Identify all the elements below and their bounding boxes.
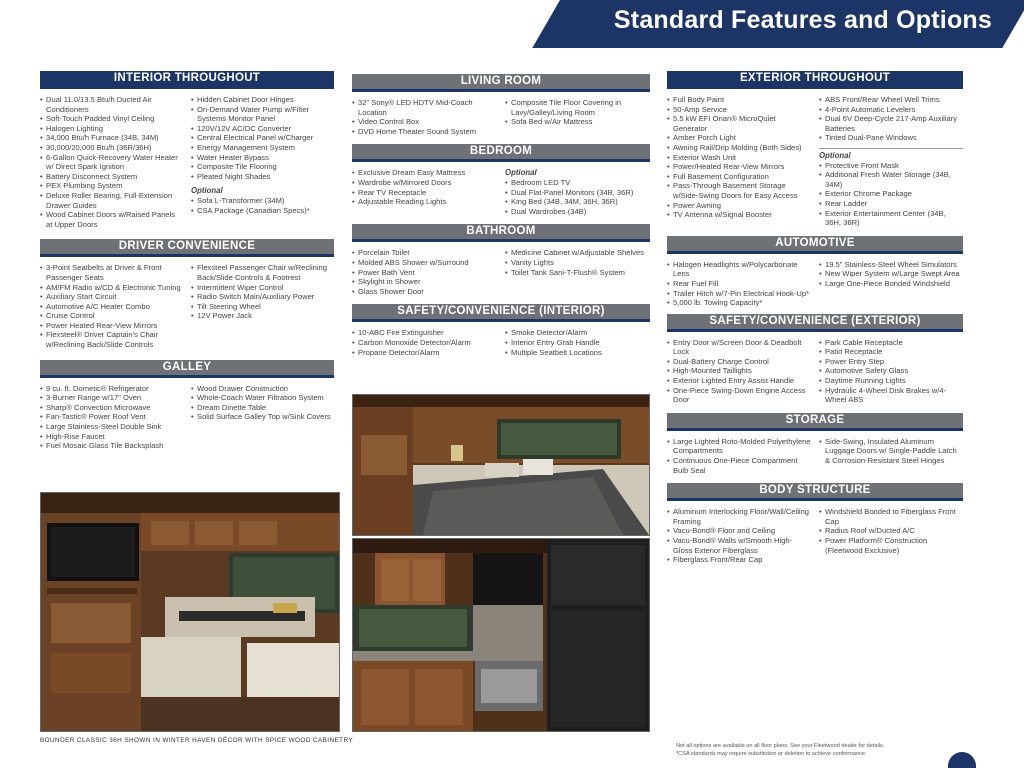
feature-item: • Exterior Chrome Package xyxy=(819,189,963,199)
section-bathroom xyxy=(352,224,650,296)
section-heading: BEDROOM xyxy=(352,144,650,162)
section-bedroom xyxy=(352,144,650,216)
feature-item: • Cruise Control xyxy=(40,311,183,321)
section-heading: EXTERIOR THROUGHOUT xyxy=(667,71,963,89)
feature-item: • Vacu-Bond® Floor and Ceiling xyxy=(667,526,811,536)
feature-item: • Halogen Headlights w/Polycarbonate Lens xyxy=(667,260,811,279)
feature-item: • Radio Switch Main/Auxiliary Power xyxy=(191,292,334,302)
feature-item: • Energy Management System xyxy=(191,143,334,153)
feature-item: • Radius Roof w/Ducted A/C xyxy=(819,526,963,536)
feature-item: • Rear TV Receptacle xyxy=(352,188,497,198)
feature-item: • Vacu-Bond® Walls w/Smooth High-Gloss Exterior Fiberglass xyxy=(667,536,811,555)
section-heading: SAFETY/CONVENIENCE (INTERIOR) xyxy=(352,304,650,322)
feature-item: • Sofa Bed w/Air Mattress xyxy=(505,117,650,127)
feature-item: • Adjustable Reading Lights xyxy=(352,197,497,207)
interior-optional-list xyxy=(191,196,334,215)
feature-item: • 10-ABC Fire Extinguisher xyxy=(352,328,497,338)
section-heading: SAFETY/CONVENIENCE (EXTERIOR) xyxy=(667,314,963,332)
feature-item: • 12V Power Jack xyxy=(191,311,334,321)
safety-int-list-2 xyxy=(505,328,650,357)
section-heading: INTERIOR THROUGHOUT xyxy=(40,71,334,89)
storage-list-2 xyxy=(819,437,963,475)
bathroom-list-2 xyxy=(505,248,650,296)
feature-item: • Power Entry Step xyxy=(819,357,963,367)
section-storage xyxy=(667,413,963,475)
feature-item: • Video Control Box xyxy=(352,117,497,127)
kitchen-photo xyxy=(352,538,650,732)
feature-item: • Aluminum Interlocking Floor/Wall/Ceiling Framing xyxy=(667,507,811,526)
feature-item: • DVD Home Theater Sound System xyxy=(352,127,497,137)
section-safety-interior xyxy=(352,304,650,357)
section-living xyxy=(352,74,650,136)
section-heading: GALLEY xyxy=(40,360,334,378)
feature-item: • Dual-Battery Charge Control xyxy=(667,357,811,367)
section-heading: DRIVER CONVENIENCE xyxy=(40,239,334,257)
feature-item: • 4-Point Automatic Levelers xyxy=(819,105,963,115)
page-corner-mark xyxy=(948,752,976,768)
page-title: Standard Features and Options xyxy=(613,6,992,34)
exterior-optional-list xyxy=(819,161,963,228)
exterior-list-2 xyxy=(819,95,963,143)
feature-item: • Rear Ladder xyxy=(819,199,963,209)
feature-item: • Water Heater Bypass xyxy=(191,153,334,163)
safety-int-list-1 xyxy=(352,328,497,357)
feature-item: • Rear Fuel Fill xyxy=(667,279,811,289)
feature-item: • Dual 6V Deep-Cycle 217-Amp Auxiliary Batteries xyxy=(819,114,963,133)
feature-item: • Exterior Wash Unit xyxy=(667,153,811,163)
section-automotive xyxy=(667,236,963,308)
interior-list-2 xyxy=(191,95,334,181)
feature-item: • Automotive A/C Heater Combo xyxy=(40,302,183,312)
feature-item: • Intermittent Wiper Control xyxy=(191,283,334,293)
storage-list-1 xyxy=(667,437,811,475)
feature-item: • Power Heated Rear-View Mirrors xyxy=(40,321,183,331)
exterior-list-1 xyxy=(667,95,811,228)
living-list-1 xyxy=(352,98,497,136)
feature-item: • Additional Fresh Water Storage (34B, 34M) xyxy=(819,170,963,189)
feature-item: • Auxiliary Start Circuit xyxy=(40,292,183,302)
feature-item: • Composite Tile Flooring xyxy=(191,162,334,172)
section-safety-exterior xyxy=(667,314,963,405)
feature-item: • CSA Package (Canadian Specs)* xyxy=(191,206,334,216)
feature-item: • Park Cable Receptacle xyxy=(819,338,963,348)
feature-item: • Skylight in Shower xyxy=(352,277,497,287)
bathroom-list-1 xyxy=(352,248,497,296)
feature-item: • Tilt Steering Wheel xyxy=(191,302,334,312)
feature-item: • Wardrobe w/Mirrored Doors xyxy=(352,178,497,188)
feature-item: • Exclusive Dream Easy Mattress xyxy=(352,168,497,178)
feature-item: • Carbon Monoxide Detector/Alarm xyxy=(352,338,497,348)
body-list-1 xyxy=(667,507,811,565)
feature-item: • Porcelain Toilet xyxy=(352,248,497,258)
feature-item: • 5,000 lb. Towing Capacity* xyxy=(667,298,811,308)
feature-item: • PEX Plumbing System xyxy=(40,181,183,191)
section-body-structure xyxy=(667,483,963,565)
feature-item: • Interior Entry Grab Handle xyxy=(505,338,650,348)
feature-item: • Halogen Lighting xyxy=(40,124,183,134)
feature-item: • Smoke Detector/Alarm xyxy=(505,328,650,338)
feature-item: • Exterior Lighted Entry Assist Handle xyxy=(667,376,811,386)
feature-item: • Medicine Cabinet w/Adjustable Shelves xyxy=(505,248,650,258)
feature-item: • Full Basement Configuration xyxy=(667,172,811,182)
feature-item: • Composite Tile Floor Covering in Lavy/Galley/Living Room xyxy=(505,98,650,117)
driver-list-2 xyxy=(191,263,334,349)
body-list-2 xyxy=(819,507,963,565)
feature-item: • Dual Flat-Panel Monitors (34B, 36R) xyxy=(505,188,650,198)
living-list-2 xyxy=(505,98,650,136)
feature-item: • 34,000 Btu/h Furnace (34B, 34M) xyxy=(40,133,183,143)
feature-item: • Power Awning xyxy=(667,201,811,211)
safety-ext-list-2 xyxy=(819,338,963,405)
feature-item: • Full Body Paint xyxy=(667,95,811,105)
feature-item: • Amber Porch Light xyxy=(667,133,811,143)
feature-item: • On-Demand Water Pump w/Filter Systems Monitor Panel xyxy=(191,105,334,124)
feature-item: • Bedroom LED TV xyxy=(505,178,650,188)
feature-item: • One-Piece Swing-Down Engine Access Door xyxy=(667,386,811,405)
feature-item: • Multiple Seatbelt Locations xyxy=(505,348,650,358)
feature-item: • High-Mounted Taillights xyxy=(667,366,811,376)
feature-item: • Trailer Hitch w/7-Pin Electrical Hook-Up* xyxy=(667,289,811,299)
footnote: *CSA standards may require substitution or deletion to achieve conformance. xyxy=(676,751,867,757)
section-heading: AUTOMOTIVE xyxy=(667,236,963,254)
feature-item: • Power Bath Vent xyxy=(352,268,497,278)
section-heading: LIVING ROOM xyxy=(352,74,650,92)
left-column xyxy=(40,71,334,451)
feature-item: • Side-Swing, Insulated Aluminum Luggage Doors w/ Single-Paddle Latch & Corrosion-Resistant Steel Hinges xyxy=(819,437,963,466)
feature-item: • 3-Burner Range w/17" Oven xyxy=(40,393,183,403)
feature-item: • Continuous One-Piece Compartment Bulb Seal xyxy=(667,456,811,475)
feature-item: • 30,000/20,000 Btu/h (36R/36H) xyxy=(40,143,183,153)
feature-item: • Central Electrical Panel w/Charger xyxy=(191,133,334,143)
footnote: Not all options are available on all floor plans. See your Fleetwood dealer for details. xyxy=(676,743,885,749)
feature-item: • Fan-Tastic® Power Roof Vent xyxy=(40,412,183,422)
feature-item: • 3-Point Seatbelts at Driver & Front Passenger Seats xyxy=(40,263,183,282)
feature-item: • King Bed (34B, 34M, 36H, 36R) xyxy=(505,197,650,207)
safety-ext-list-1 xyxy=(667,338,811,405)
footnotes xyxy=(676,742,884,758)
automotive-list-1 xyxy=(667,260,811,308)
feature-item: • 120V/12V AC/DC Converter xyxy=(191,124,334,134)
feature-item: • Protective Front Mask xyxy=(819,161,963,171)
section-driver xyxy=(40,239,334,349)
feature-item: • Automotive Safety Glass xyxy=(819,366,963,376)
galley-list-1 xyxy=(40,384,183,451)
feature-item: • Pleated Night Shades xyxy=(191,172,334,182)
feature-item: • Pass-Through Basement Storage w/Side-Swing Doors for Easy Access xyxy=(667,181,811,200)
feature-item: • Battery Disconnect System xyxy=(40,172,183,182)
feature-item: • Dual 11.0/13.5 Btu/h Ducted Air Conditioners xyxy=(40,95,183,114)
bedroom-list-1 xyxy=(352,168,497,216)
feature-item: • Patio Receptacle xyxy=(819,347,963,357)
feature-item: • 50-Amp Service xyxy=(667,105,811,115)
feature-item: • Power/Heated Rear-View Mirrors xyxy=(667,162,811,172)
section-exterior xyxy=(667,71,963,228)
feature-item: • Power Platform® Construction (Fleetwood Exclusive) xyxy=(819,536,963,555)
feature-item: • Toilet Tank Sani-T-Flush® System xyxy=(505,268,650,278)
optional-label: Optional xyxy=(505,168,537,178)
feature-item: • Sofa L-Transformer (34M) xyxy=(191,196,334,206)
feature-item: • Daytime Running Lights xyxy=(819,376,963,386)
feature-item: • Tinted Dual-Pane Windows xyxy=(819,133,963,143)
feature-item: • Vanity Lights xyxy=(505,258,650,268)
feature-item: • Dual Wardrobes (34B) xyxy=(505,207,650,217)
section-heading: BODY STRUCTURE xyxy=(667,483,963,501)
feature-item: • Hydraulic 4-Wheel Disk Brakes w/4-Wheel ABS xyxy=(819,386,963,405)
feature-item: • Dream Dinette Table xyxy=(191,403,334,413)
feature-item: • Large One-Piece Bonded Windshield xyxy=(819,279,963,289)
feature-item: • Fiberglass Front/Rear Cap xyxy=(667,555,811,565)
galley-list-2 xyxy=(191,384,334,451)
feature-item: • AM/FM Radio w/CD & Electronic Tuning xyxy=(40,283,183,293)
section-interior xyxy=(40,71,334,229)
feature-item: • Flexsteel Passenger Chair w/Reclining Back/Slide Controls & Footrest xyxy=(191,263,334,282)
feature-item: • ABS Front/Rear Wheel Well Trims xyxy=(819,95,963,105)
feature-item: • 6-Gallon Quick-Recovery Water Heater w/ Direct Spark Ignition xyxy=(40,153,183,172)
driver-list-1 xyxy=(40,263,183,349)
feature-item: • Flexsteel® Driver Captain's Chair w/Reclining Back/Slide Controls xyxy=(40,330,183,349)
feature-item: • Soft-Touch Padded Vinyl Ceiling xyxy=(40,114,183,124)
feature-item: • Exterior Entertainment Center (34B, 36H, 36R) xyxy=(819,209,963,228)
feature-item: • New Wiper System w/Large Swept Area xyxy=(819,269,963,279)
feature-item: • Propane Detector/Alarm xyxy=(352,348,497,358)
optional-label: Optional xyxy=(191,186,223,196)
feature-item: • 19.5" Stainless-Steel Wheel Simulators xyxy=(819,260,963,270)
dinette-photo xyxy=(40,492,340,732)
feature-item: • Fuel Mosaic Glass Tile Backsplash xyxy=(40,441,183,451)
bedroom-list-2 xyxy=(505,178,650,216)
feature-item: • Windshield Bonded to Fiberglass Front Cap xyxy=(819,507,963,526)
feature-item: • Whole-Coach Water Filtration System xyxy=(191,393,334,403)
feature-item: • 5.5 kW EFI Onan® MicroQuiet Generator xyxy=(667,114,811,133)
feature-item: • Large Stainless-Steel Double Sink xyxy=(40,422,183,432)
interior-list-1 xyxy=(40,95,183,229)
optional-label: Optional xyxy=(819,148,963,161)
feature-item: • Awning Rail/Drip Molding (Both Sides) xyxy=(667,143,811,153)
feature-item: • Deluxe Roller Bearing, Full-Extension Drawer Guides xyxy=(40,191,183,210)
middle-column xyxy=(352,74,650,357)
feature-item: • Hidden Cabinet Door Hinges xyxy=(191,95,334,105)
feature-item: • TV Antenna w/Signal Booster xyxy=(667,210,811,220)
feature-item: • High-Rise Faucet xyxy=(40,432,183,442)
bedroom-photo xyxy=(352,394,650,536)
feature-item: • Molded ABS Shower w/Surround xyxy=(352,258,497,268)
feature-item: • 32" Sony® LED HDTV Mid-Coach Location xyxy=(352,98,497,117)
feature-item: • Solid Surface Galley Top w/Sink Covers xyxy=(191,412,334,422)
feature-item: • Wood Drawer Construction xyxy=(191,384,334,394)
feature-item: • 9 cu. ft. Dometic® Refrigerator xyxy=(40,384,183,394)
feature-item: • Wood Cabinet Doors w/Raised Panels at Upper Doors xyxy=(40,210,183,229)
section-heading: STORAGE xyxy=(667,413,963,431)
feature-item: • Glass Shower Door xyxy=(352,287,497,297)
photo-caption: BOUNDER CLASSIC 36H SHOWN IN WINTER HAVEN DÉCOR WITH SPICE WOOD CABINETRY xyxy=(40,737,354,744)
section-heading: BATHROOM xyxy=(352,224,650,242)
automotive-list-2 xyxy=(819,260,963,308)
section-galley xyxy=(40,360,334,451)
right-column xyxy=(667,71,963,565)
feature-item: • Sharp® Convection Microwave xyxy=(40,403,183,413)
feature-item: • Entry Door w/Screen Door & Deadbolt Lock xyxy=(667,338,811,357)
feature-item: • Large Lighted Roto-Molded Polyethylene Compartments xyxy=(667,437,811,456)
